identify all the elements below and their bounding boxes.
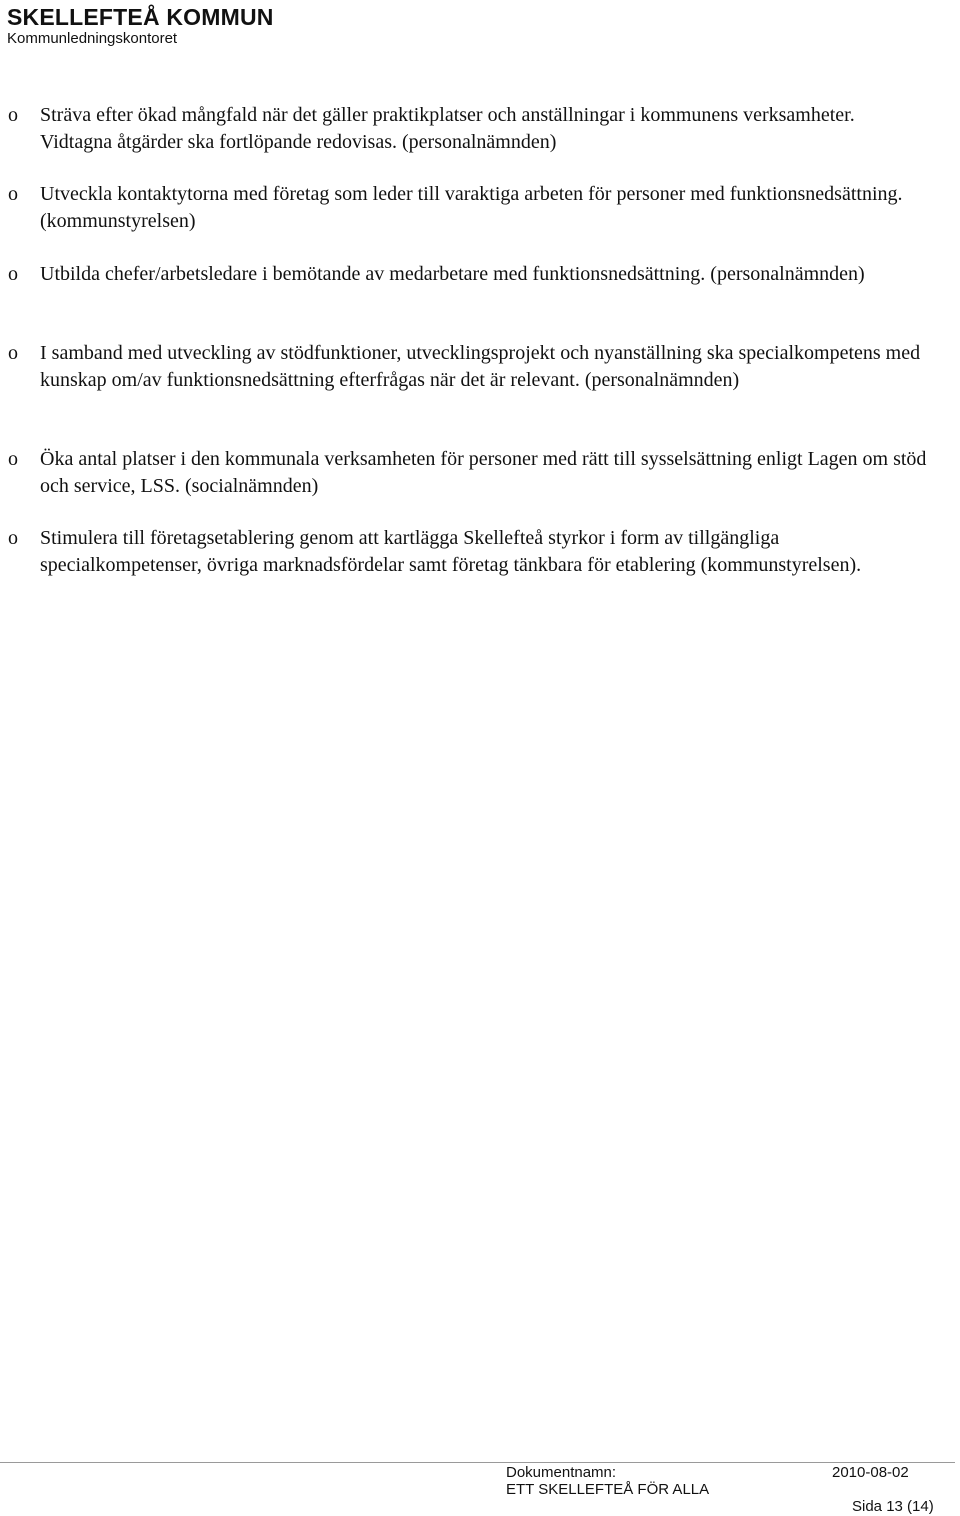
bullet-marker: o: [8, 263, 18, 285]
footer-divider: [0, 1462, 955, 1463]
bullet-marker: o: [8, 342, 18, 364]
bullet-marker: o: [8, 104, 18, 126]
organization-name: SKELLEFTEÅ KOMMUN: [7, 4, 274, 30]
list-item-text: Sträva efter ökad mångfald när det gäller praktikplatser och anställningar i kommunens verksamheter. Vidtagna åtgärder ska fortlöpande redovisas. (personalnämnden): [40, 104, 855, 153]
bullet-marker: o: [8, 527, 18, 549]
document-label: Dokumentnamn:: [506, 1464, 617, 1481]
page-number: Sida 13 (14): [852, 1498, 934, 1515]
page-header: [7, 4, 274, 48]
document-name: ETT SKELLEFTEÅ FÖR ALLA: [506, 1481, 710, 1498]
bullet-marker: o: [8, 183, 18, 205]
document-date: 2010-08-02: [832, 1464, 909, 1481]
list-item-text: Stimulera till företagsetablering genom att kartlägga Skellefteå styrkor i form av tillgängliga specialkompetenser, övriga marknadsfördelar samt företag tänkbara för etablering (kommunstyrelsen).: [40, 527, 862, 576]
list-item-text: Utbilda chefer/arbetsledare i bemötande av medarbetare med funktionsnedsättning. (personalnämnden): [40, 263, 865, 285]
list-item-text: I samband med utveckling av stödfunktioner, utvecklingsprojekt och nyanställning ska specialkompetens med kunskap om/av funktionsnedsättning efterfrågas när det är relevant. (personalnämnden): [40, 342, 921, 391]
department-name: Kommunledningskontoret: [7, 30, 178, 47]
bullet-marker: o: [8, 448, 18, 470]
list-item-text: Öka antal platser i den kommunala verksamheten för personer med rätt till sysselsättning enligt Lagen om stöd och service, LSS. (socialnämnden): [40, 448, 927, 497]
list-item-text: Utveckla kontaktytorna med företag som leder till varaktiga arbeten för personer med funktionsnedsättning. (kommunstyrelsen): [40, 183, 903, 232]
